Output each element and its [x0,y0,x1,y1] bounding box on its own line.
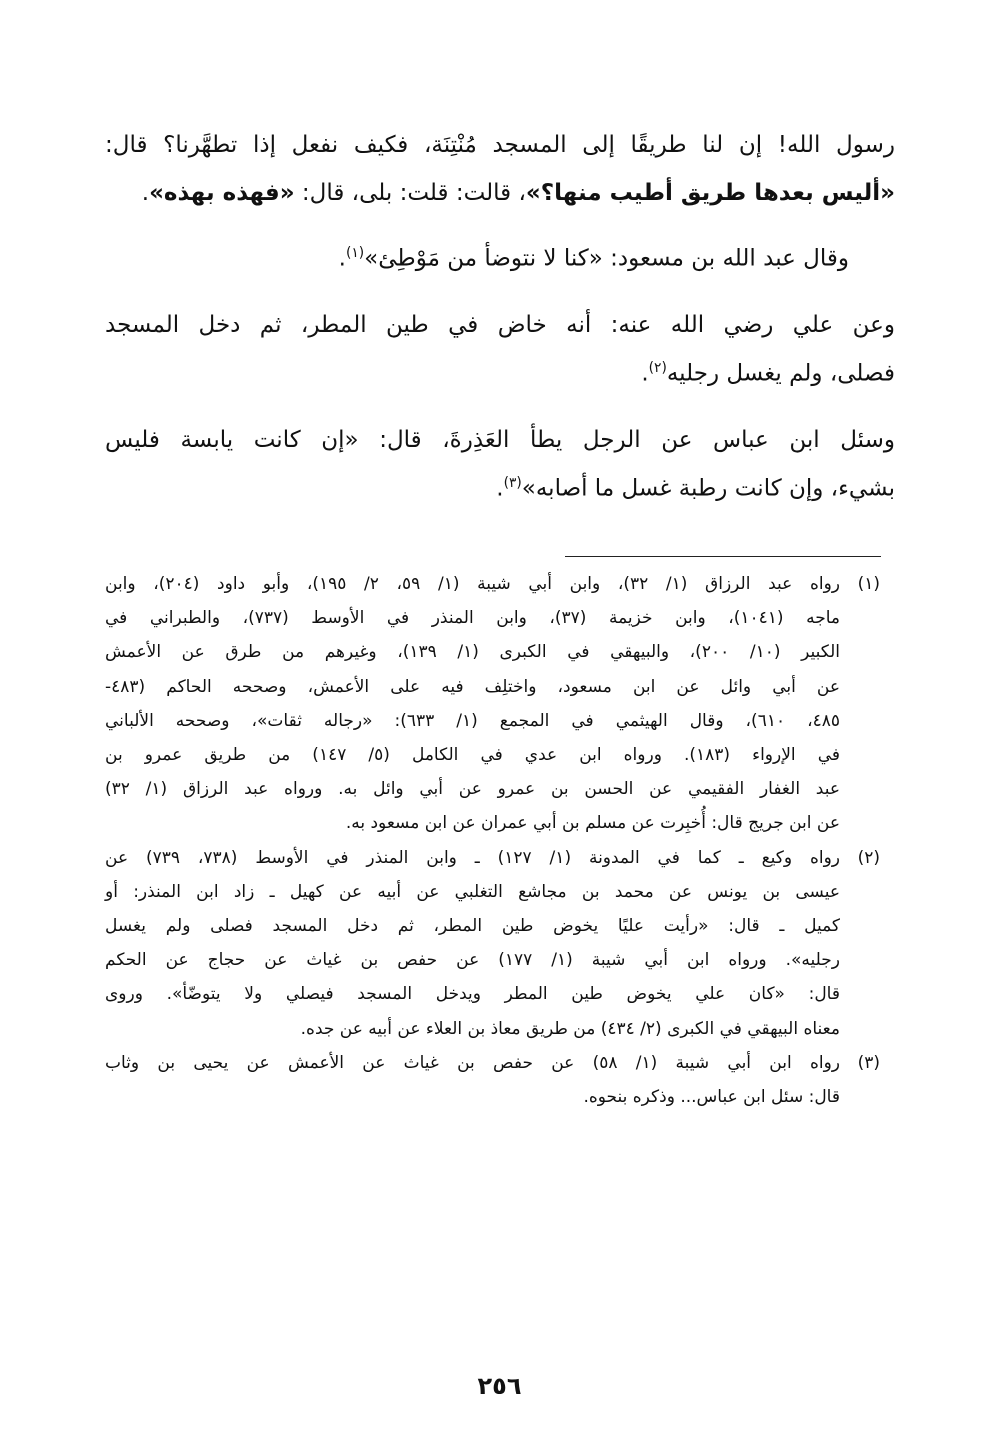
main-text-line [105,245,849,272]
footnote-ref[interactable]: (١) [345,245,365,261]
footnote-line: قال: سئل ابن عباس... وذكره بنحوه. [583,1087,840,1107]
footnote-separator [565,556,881,557]
text: . [338,245,346,272]
footnote-line: عبد الغفار الفقيمي عن الحسن بن عمرو عن أبي وائل به. ورواه عبد الرزاق (١/ ٣٢) [105,779,840,800]
footnote-line: ٤٨٥، ٦١٠)، وقال الهيثمي في المجمع (١/ ٦٣٣): «رجاله ثقات»، وصححه الألباني [105,710,840,731]
main-text-line [105,360,895,387]
footnote-line: كميل ـ قال: «رأيت عليًا يخوض طين المطر، ثم دخل المسجد فصلى ولم يغسل [105,916,840,936]
main-text-line [105,132,895,158]
footnote-line: الكبير (١٠/ ٢٠٠)، والبيهقي في الكبرى (١/ ١٣٩)، وغيرهم من طرق عن الأعمش [105,642,840,663]
footnote-line: عن أبي وائل عن ابن مسعود، واختلِف فيه على الأعمش، وصححه الحاكم (٤٨٣- [105,676,840,697]
footnote-line: ماجه (١٠٤١)، وابن خزيمة (٣٧)، وابن المنذر في الأوسط (٧٣٧)، والطبراني في [105,608,840,629]
footnote-line: عن ابن جريج قال: أُخبِرت عن مسلم بن أبي عمران عن ابن مسعود به. [345,813,840,834]
text: . [141,180,150,206]
text: بشيء، وإن كانت رطبة غسل ما أصابه» [521,475,895,502]
footnote-line: رجليه». ورواه ابن أبي شيبة (١/ ١٧٧) عن حفص بن غياث عن حجاج عن الحكم [105,950,840,971]
footnote-line: عيسى بن يونس عن محمد بن مجاشع التغلبي عن أبيه عن كهيل ـ زاد ابن المنذر: أو [105,881,840,902]
text: رسول الله! إن لنا طريقًا إلى المسجد مُنْتِنَة، فكيف نفعل إذا تطهَّرنا؟ قال: [105,132,895,158]
main-text-line [105,312,895,338]
footnote-number: (١) [857,574,880,594]
text: فصلى، ولم يغسل رجليه [666,360,895,387]
footnote-line: قال: «كان علي يخوض طين المطر ويدخل المسجد فيصلي ولا يتوضّأ». وروى [105,984,840,1005]
footnote-line: معناه البيهقي في الكبرى (٢/ ٤٣٤) من طريق معاذ بن العلاء عن أبيه عن جده. [300,1018,840,1039]
main-text-line [105,180,895,206]
text: وقال عبد الله بن مسعود: «كنا لا نتوضأ من مَوْطِئ» [364,245,849,272]
footnote-line: رواه وكيع ـ كما في المدونة (١/ ١٢٧) ـ وابن المنذر في الأوسط (٧٣٨، ٧٣٩) عن [105,847,841,868]
footnote-number: (٢) [857,847,880,868]
text: ، قالت: قلت: بلى، قال: [294,180,526,206]
footnote-line: رواه ابن أبي شيبة (١/ ٥٨) عن حفص بن غياث عن الأعمش عن يحيى بن وثاب [105,1052,841,1073]
hadith-quote: «أليس بعدها طريق أطيب منها؟» [525,180,895,206]
text: وعن علي رضي الله عنه: أنه خاض في طين المطر، ثم دخل المسجد [105,312,895,338]
footnote-ref[interactable]: (٢) [648,360,667,376]
footnote-ref[interactable]: (٣) [503,475,522,491]
footnote-line: رواه عبد الرزاق (١/ ٣٢)، وابن أبي شيبة (١/ ٥٩، ٢/ ١٩٥)، وأبو داود (٢٠٤)، وابن [105,574,840,594]
page-number: ٢٥٦ [477,1372,522,1400]
footnote-number: (٣) [857,1052,880,1073]
hadith-quote: «فهذه بهذه» [149,180,295,206]
footnote-line: في الإرواء (١٨٣). ورواه ابن عدي في الكامل (٥/ ١٤٧) من طريق عمرو بن [105,745,840,765]
text: وسئل ابن عباس عن الرجل يطأ العَذِرةَ، قال: «إن كانت يابسة فليس [105,427,895,453]
main-text-line [105,475,895,502]
text: . [641,360,649,387]
main-text-line [105,427,895,453]
text: . [496,475,504,502]
